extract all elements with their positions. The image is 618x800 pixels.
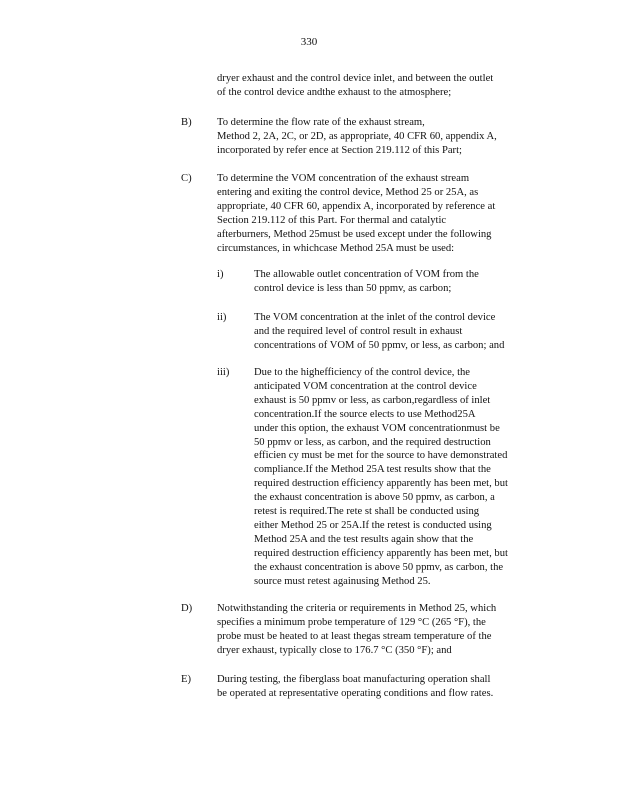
subitem-i-paragraph [254, 268, 479, 296]
item-label-b: B) [181, 117, 192, 128]
text-line: The allowable outlet concentration of VOM from the [254, 269, 479, 280]
text-line: To determine the VOM concentration of the exhaust stream [217, 173, 470, 184]
item-c-paragraph [217, 172, 495, 255]
text-line: the exhaust concentration is above 50 ppmv, as carbon, a [254, 492, 495, 504]
text-line: anticipated VOM concentration at the control device [254, 380, 477, 392]
text-line: concentration.If the source elects to use Method25A [254, 408, 476, 420]
item-label-d: D) [181, 603, 193, 614]
subitem-label-iii: iii) [217, 367, 230, 378]
text-line: and the required level of control result in exhaust [254, 325, 463, 337]
text-line: circumstances, in whichcase Method 25A must be used: [217, 242, 455, 254]
text-line: To determine the flow rate of the exhaust stream, [217, 117, 425, 128]
item-e-paragraph [217, 673, 493, 701]
subitem-label-i: i) [217, 269, 224, 280]
text-line: control device is less than 50 ppmv, as carbon; [254, 282, 452, 294]
text-line: exhaust is 50 ppmv or less, as carbon,regardless of inlet [254, 394, 491, 406]
text-line: The VOM concentration at the inlet of the control device [254, 312, 496, 323]
item-d-paragraph [217, 602, 496, 658]
text-line: either Method 25 or 25A.If the retest is conducted using [254, 519, 492, 531]
text-line: retest is required.The rete st shall be conducted using [254, 506, 480, 518]
text-line: specifies a minimum probe temperature of 129 °C (265 °F), the [217, 616, 486, 628]
page-number: 330 [300, 36, 318, 48]
intro-paragraph [217, 72, 493, 100]
text-line: dryer exhaust and the control device inlet, and between the outlet [217, 73, 494, 84]
text-line: the exhaust concentration is above 50 ppmv, as carbon, the [254, 561, 504, 573]
text-line: Notwithstanding the criteria or requirements in Method 25, which [217, 603, 497, 614]
text-line: efficien cy must be met for the source to have demonstrated [254, 450, 508, 462]
text-line: entering and exiting the control device, Method 25 or 25A, as [217, 186, 479, 198]
text-line: of the control device andthe exhaust to the atmosphere; [217, 86, 452, 98]
text-line: probe must be heated to at least thegas stream temperature of the [217, 630, 492, 642]
text-line: appropriate, 40 CFR 60, appendix A, incorporated by reference at [217, 200, 496, 212]
text-line: dryer exhaust, typically close to 176.7 °C (350 °F); and [217, 644, 452, 656]
text-line: Method 25A and the test results again show that the [254, 533, 474, 545]
item-b-paragraph [217, 116, 497, 158]
text-line: source must retest againusing Method 25. [254, 575, 431, 587]
text-line: 50 ppmv or less, as carbon, and the required destruction [254, 436, 491, 448]
text-line: required destruction efficiency apparently has been met, but [254, 478, 508, 490]
text-line: incorporated by refer ence at Section 219.112 of this Part; [217, 144, 462, 156]
text-line: compliance.If the Method 25A test results show that the [254, 464, 491, 476]
subitem-iii-paragraph [254, 366, 508, 589]
subitem-ii-paragraph [254, 311, 504, 353]
text-line: Section 219.112 of this Part. For thermal and catalytic [217, 214, 447, 226]
text-line: under this option, the exhaust VOM concentrationmust be [254, 422, 500, 434]
item-label-c: C) [181, 173, 192, 184]
item-label-e: E) [181, 674, 191, 685]
text-line: concentrations of VOM of 50 ppmv, or less, as carbon; and [254, 339, 505, 351]
text-line: During testing, the fiberglass boat manufacturing operation shall [217, 674, 491, 685]
text-line: be operated at representative operating conditions and flow rates. [217, 687, 494, 699]
text-line: required destruction efficiency apparently has been met, but [254, 547, 508, 559]
text-line: afterburners, Method 25must be used except under the following [217, 228, 492, 240]
subitem-label-ii: ii) [217, 312, 227, 323]
text-line: Method 2, 2A, 2C, or 2D, as appropriate, 40 CFR 60, appendix A, [217, 130, 497, 142]
text-line: Due to the highefficiency of the control device, the [254, 367, 471, 378]
